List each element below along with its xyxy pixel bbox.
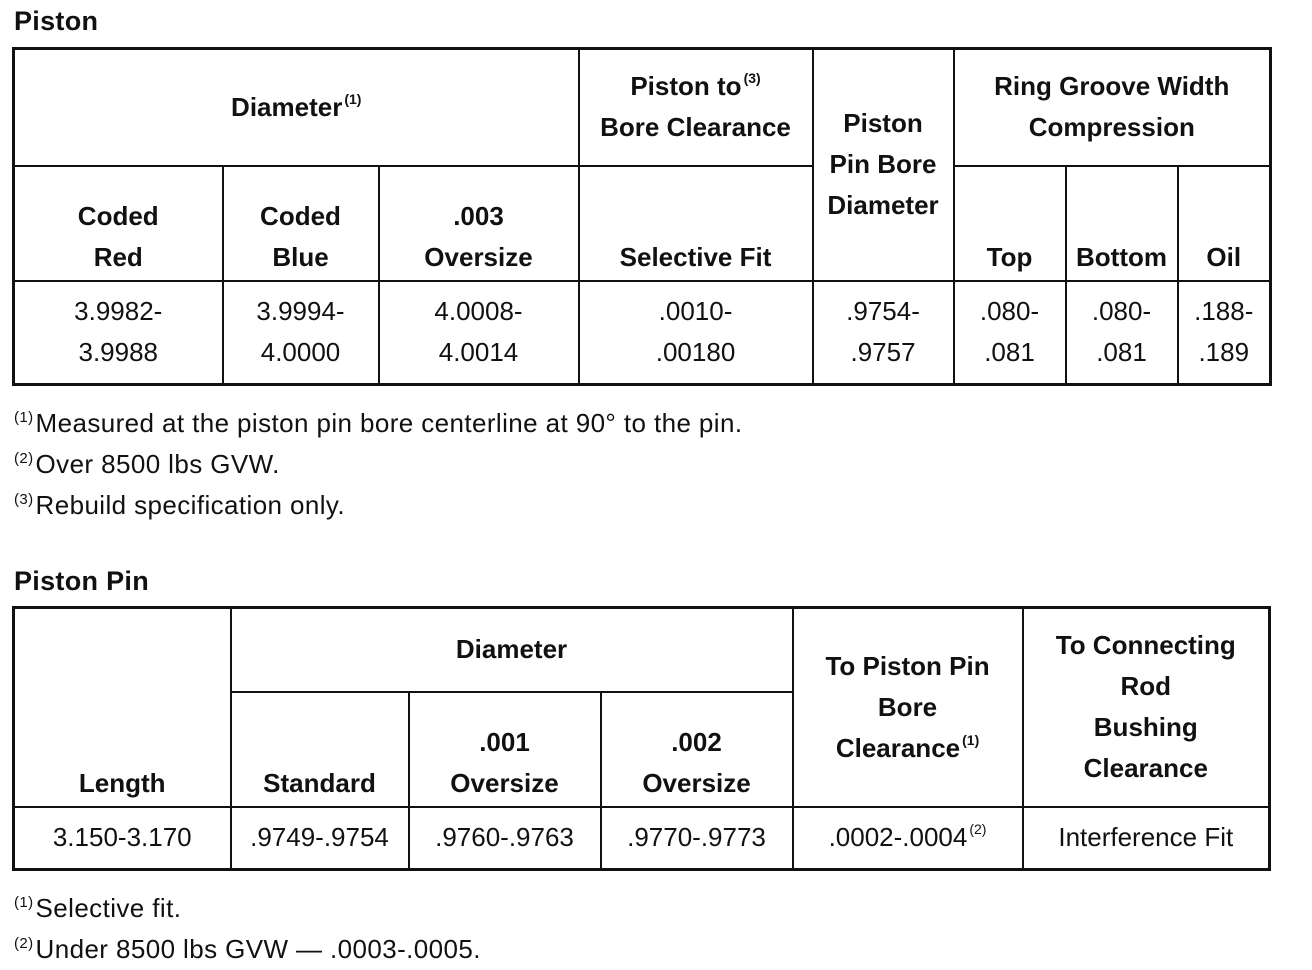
footnote-item: $^{(1)}$Selective fit. <box>14 893 182 923</box>
oversize-001-value: .9760-.9763 <box>409 807 601 870</box>
selective-fit-value: .0010- .00180 <box>579 281 813 385</box>
footnote-item: $^{(1)}$Measured at the piston pin bore centerline at 90° to the pin. <box>14 408 743 438</box>
bore-clearance-header: Piston to $^{(3)}$ Bore Clearance <box>579 49 813 166</box>
standard-header: Standard <box>231 692 409 807</box>
length-value: 3.150-3.170 <box>14 807 231 870</box>
top-header: Top <box>954 166 1066 281</box>
clearance-footnote-ref: (3) <box>743 70 761 87</box>
length-header: Length <box>14 608 231 807</box>
rod-bushing-clearance-value: Interference Fit <box>1023 807 1270 870</box>
pin-value-footnote-ref: (2) <box>969 821 987 838</box>
coded-blue-header: Coded Blue <box>223 166 379 281</box>
pin-bore-clearance-header: To Piston Pin Bore Clearance $^{(1)}$ <box>793 608 1023 807</box>
footnote-item: $^{(2)}$Under 8500 lbs GVW — .0003-.0005. <box>14 934 481 964</box>
oversize-003-value: 4.0008- 4.0014 <box>379 281 579 385</box>
oversize-002-header: .002 Oversize <box>601 692 793 807</box>
oil-header: Oil <box>1178 166 1271 281</box>
selective-fit-header: Selective Fit <box>579 166 813 281</box>
oversize-003-header: .003 Oversize <box>379 166 579 281</box>
pin-bore-clearance-value: .0002-.0004 $^{(2)}$ <box>793 807 1023 870</box>
rod-bushing-clearance-header: To Connecting Rod Bushing Clearance <box>1023 608 1270 807</box>
bottom-header: Bottom <box>1066 166 1178 281</box>
diameter-header: Diameter $^{(1)}$ <box>14 49 579 166</box>
oil-groove-value: .188- .189 <box>1178 281 1271 385</box>
coded-red-value: 3.9982- 3.9988 <box>14 281 223 385</box>
coded-blue-value: 3.9994- 4.0000 <box>223 281 379 385</box>
footnote-item: $^{(3)}$Rebuild specification only. <box>14 490 346 520</box>
oversize-001-header: .001 Oversize <box>409 692 601 807</box>
pin-bore-diameter-header: Piston Pin Bore Diameter <box>813 49 954 281</box>
piston-pin-section-title: Piston Pin <box>14 566 150 596</box>
piston-section-title: Piston <box>14 6 99 36</box>
oversize-002-value: .9770-.9773 <box>601 807 793 870</box>
footnote-item: $^{(2)}$Over 8500 lbs GVW. <box>14 449 280 479</box>
top-groove-value: .080- .081 <box>954 281 1066 385</box>
ring-groove-width-header: Ring Groove Width Compression <box>954 49 1271 166</box>
piston-spec-table <box>12 47 1272 386</box>
pin-bore-diameter-value: .9754- .9757 <box>813 281 954 385</box>
pin-clearance-footnote-ref: (1) <box>962 731 980 748</box>
diameter-footnote-ref: (1) <box>344 90 362 107</box>
coded-red-header: Coded Red <box>14 166 223 281</box>
standard-value: .9749-.9754 <box>231 807 409 870</box>
piston-footnotes <box>14 397 742 520</box>
pin-diameter-header: Diameter <box>231 608 793 692</box>
bottom-groove-value: .080- .081 <box>1066 281 1178 385</box>
piston-pin-spec-table <box>12 606 1271 871</box>
piston-pin-footnotes <box>14 882 481 964</box>
